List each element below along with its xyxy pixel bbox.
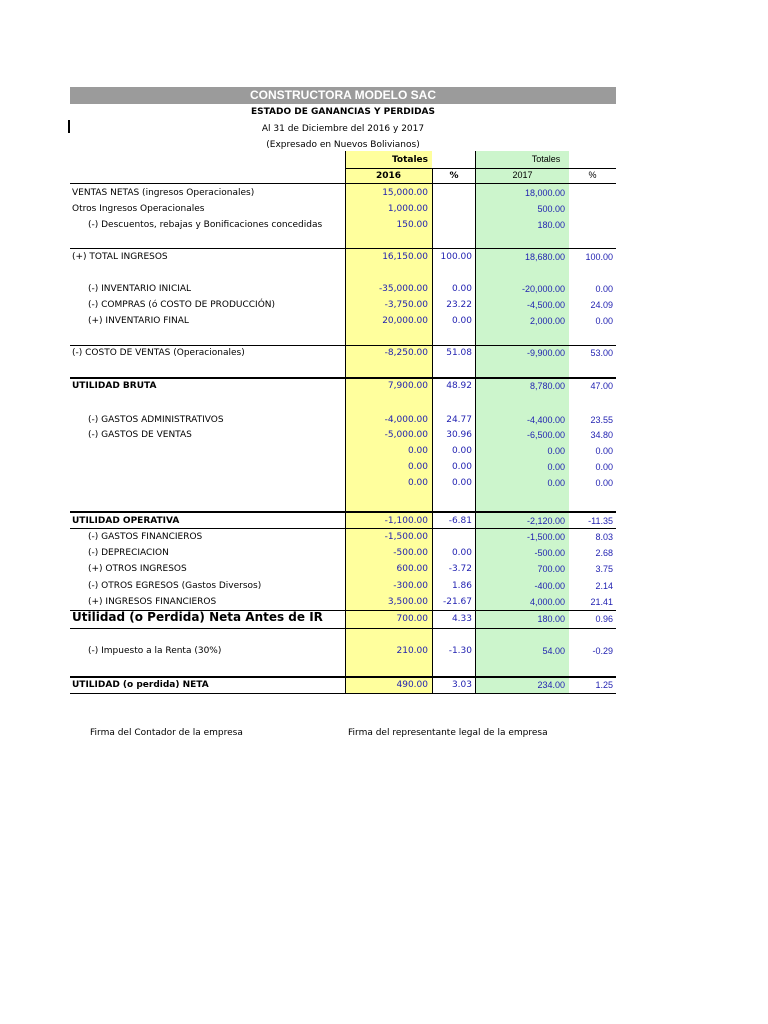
pct-2016: 0.00 <box>451 446 472 456</box>
row-label: Utilidad (o Perdida) Neta Antes de IR <box>72 610 323 624</box>
value-2017: -4,400.00 <box>526 415 565 425</box>
pct-2017: 3.75 <box>595 564 613 574</box>
pct-2017: 0.00 <box>595 446 613 456</box>
pct-2016: 3.03 <box>451 680 472 690</box>
rule-neta-bottom <box>70 693 616 694</box>
value-2016: -1,500.00 <box>384 532 428 542</box>
value-2017: 2,000.00 <box>529 316 565 326</box>
rule-antes-ir-bottom <box>70 628 616 629</box>
row-label: (-) GASTOS ADMINISTRATIVOS <box>88 415 224 425</box>
pct-2016: 24.77 <box>446 415 472 425</box>
table-row <box>0 249 768 265</box>
pct-2016: -6.81 <box>448 516 472 526</box>
pct-2017: 24.09 <box>590 300 613 310</box>
statement-currency: (Expresado en Nuevos Bolivianos) <box>266 140 420 150</box>
pct-2017: 8.03 <box>595 532 613 542</box>
row-label: (+) OTROS INGRESOS <box>88 564 187 574</box>
row-label: (-) INVENTARIO INICIAL <box>88 284 192 294</box>
pct-2017: 0.00 <box>595 284 613 294</box>
row-label: (-) COSTO DE VENTAS (Operacionales) <box>72 348 245 358</box>
pct-2017: -11.35 <box>588 516 613 526</box>
pct-2016: 0.00 <box>451 478 472 488</box>
value-2016: -4,000.00 <box>384 415 428 425</box>
row-label: (-) Descuentos, rebajas y Bonificaciones concedidas <box>88 220 323 230</box>
pct-2017: 23.55 <box>590 415 613 425</box>
row-label: (-) DEPRECIACION <box>88 548 169 558</box>
value-2017: -1,500.00 <box>526 532 565 542</box>
table-row <box>0 297 768 313</box>
table-row <box>0 545 768 561</box>
value-2017: -500.00 <box>534 548 565 558</box>
pct-2017: 2.68 <box>595 548 613 558</box>
pct-2016: -21.67 <box>442 597 472 607</box>
value-2016: -300.00 <box>393 581 428 591</box>
header-year-2016: 2016 <box>375 171 402 181</box>
row-label: (-) COMPRAS (ó COSTO DE PRODUCCIÓN) <box>88 300 276 310</box>
pct-2016: 0.00 <box>451 284 472 294</box>
value-2017: -9,900.00 <box>526 348 565 358</box>
pct-2017: 0.00 <box>595 316 613 326</box>
signature-contador: Firma del Contador de la empresa <box>90 728 243 738</box>
pct-2016: 51.08 <box>446 348 472 358</box>
pct-2016: 0.00 <box>451 462 472 472</box>
value-2016: 15,000.00 <box>382 188 428 198</box>
table-row <box>0 475 768 491</box>
value-2016: 210.00 <box>396 646 428 656</box>
pct-2017: 21.41 <box>590 597 613 607</box>
table-row <box>0 217 768 233</box>
value-2017: 180.00 <box>537 614 565 624</box>
table-row <box>0 185 768 201</box>
statement-title: ESTADO DE GANANCIAS Y PERDIDAS <box>250 107 436 117</box>
pct-2017: 53.00 <box>590 348 613 358</box>
value-2016: 150.00 <box>396 220 428 230</box>
pct-2016: 4.33 <box>451 614 472 624</box>
value-2016: -500.00 <box>393 548 428 558</box>
table-row <box>0 443 768 459</box>
table-row <box>0 513 768 529</box>
table-row <box>0 561 768 577</box>
row-label: (-) OTROS EGRESOS (Gastos Diversos) <box>88 581 262 591</box>
header-totales-2016: Totales <box>391 155 429 165</box>
header-separator <box>345 168 616 169</box>
company-banner: CONSTRUCTORA MODELO SAC <box>70 87 616 104</box>
row-label: (-) GASTOS DE VENTAS <box>88 430 192 440</box>
header-pct-2017: % <box>588 170 597 180</box>
value-2016: 1,000.00 <box>387 204 428 214</box>
table-row <box>0 594 768 610</box>
table-row <box>0 412 768 428</box>
row-label: VENTAS NETAS (ingresos Operacionales) <box>72 188 255 198</box>
row-label: UTILIDAD BRUTA <box>72 381 157 391</box>
value-2016: 16,150.00 <box>382 252 428 262</box>
value-2017: -400.00 <box>534 581 565 591</box>
table-row <box>0 677 768 693</box>
pct-2017: 1.25 <box>595 680 613 690</box>
value-2016: 0.00 <box>407 478 428 488</box>
pct-2017: 34.80 <box>590 430 613 440</box>
value-2017: -4,500.00 <box>526 300 565 310</box>
value-2016: -3,750.00 <box>384 300 428 310</box>
pct-2016: -3.72 <box>448 564 472 574</box>
pct-2017: 2.14 <box>595 581 613 591</box>
value-2016: 0.00 <box>407 462 428 472</box>
table-row <box>0 201 768 217</box>
value-2017: 54.00 <box>542 646 565 656</box>
value-2016: -1,100.00 <box>384 516 428 526</box>
value-2017: -2,120.00 <box>526 516 565 526</box>
value-2016: -8,250.00 <box>384 348 428 358</box>
table-row <box>0 345 768 361</box>
statement-date: Al 31 de Diciembre del 2016 y 2017 <box>261 124 425 134</box>
value-2017: 18,000.00 <box>524 188 565 198</box>
row-label: UTILIDAD OPERATIVA <box>72 516 180 526</box>
table-row <box>0 643 768 659</box>
value-2016: 0.00 <box>407 446 428 456</box>
table-row <box>0 459 768 475</box>
row-label: (-) Impuesto a la Renta (30%) <box>88 646 222 656</box>
table-row <box>0 611 768 627</box>
header-pct-2016: % <box>449 171 459 181</box>
pct-2016: 30.96 <box>446 430 472 440</box>
value-2017: 700.00 <box>537 564 565 574</box>
row-label: (+) TOTAL INGRESOS <box>72 252 168 262</box>
table-row <box>0 313 768 329</box>
pct-2017: 100.00 <box>585 252 613 262</box>
pct-2016: 23.22 <box>446 300 472 310</box>
value-2017: 500.00 <box>537 204 565 214</box>
value-2017: 234.00 <box>537 680 565 690</box>
pct-2017: 0.00 <box>595 462 613 472</box>
value-2017: 180.00 <box>537 220 565 230</box>
pct-2016: 0.00 <box>451 548 472 558</box>
value-2016: 3,500.00 <box>387 597 428 607</box>
value-2017: 0.00 <box>547 446 565 456</box>
value-2016: -5,000.00 <box>384 430 428 440</box>
value-2017: -6,500.00 <box>526 430 565 440</box>
rule-top <box>70 183 616 184</box>
row-label: UTILIDAD (o perdida) NETA <box>72 680 209 690</box>
header-totales-2017: Totales <box>531 154 561 164</box>
table-row <box>0 427 768 443</box>
value-2017: 18,680.00 <box>524 252 565 262</box>
value-2017: 8,780.00 <box>529 381 565 391</box>
table-row <box>0 378 768 394</box>
value-2017: 0.00 <box>547 478 565 488</box>
pct-2016: 48.92 <box>446 381 472 391</box>
value-2017: -20,000.00 <box>521 284 565 294</box>
signature-representante: Firma del representante legal de la empresa <box>348 728 548 738</box>
pct-2016: 0.00 <box>451 316 472 326</box>
value-2016: 490.00 <box>396 680 428 690</box>
pct-2017: 47.00 <box>590 381 613 391</box>
table-row <box>0 578 768 594</box>
header-year-2017: 2017 <box>512 170 533 180</box>
row-label: Otros Ingresos Operacionales <box>72 204 205 214</box>
pct-2016: 100.00 <box>440 252 472 262</box>
table-row <box>0 281 768 297</box>
value-2017: 4,000.00 <box>529 597 565 607</box>
row-label: (+) INGRESOS FINANCIEROS <box>88 597 217 607</box>
row-label: (+) INVENTARIO FINAL <box>88 316 189 326</box>
value-2016: 700.00 <box>396 614 428 624</box>
value-2016: 600.00 <box>396 564 428 574</box>
value-2016: 7,900.00 <box>387 381 428 391</box>
value-2017: 0.00 <box>547 462 565 472</box>
value-2016: 20,000.00 <box>382 316 428 326</box>
pct-2017: 0.96 <box>595 614 613 624</box>
pct-2017: -0.29 <box>592 646 613 656</box>
row-label: (-) GASTOS FINANCIEROS <box>88 532 203 542</box>
pct-2016: 1.86 <box>451 581 472 591</box>
pct-2016: -1.30 <box>448 646 472 656</box>
pct-2017: 0.00 <box>595 478 613 488</box>
value-2016: -35,000.00 <box>378 284 428 294</box>
table-row <box>0 529 768 545</box>
